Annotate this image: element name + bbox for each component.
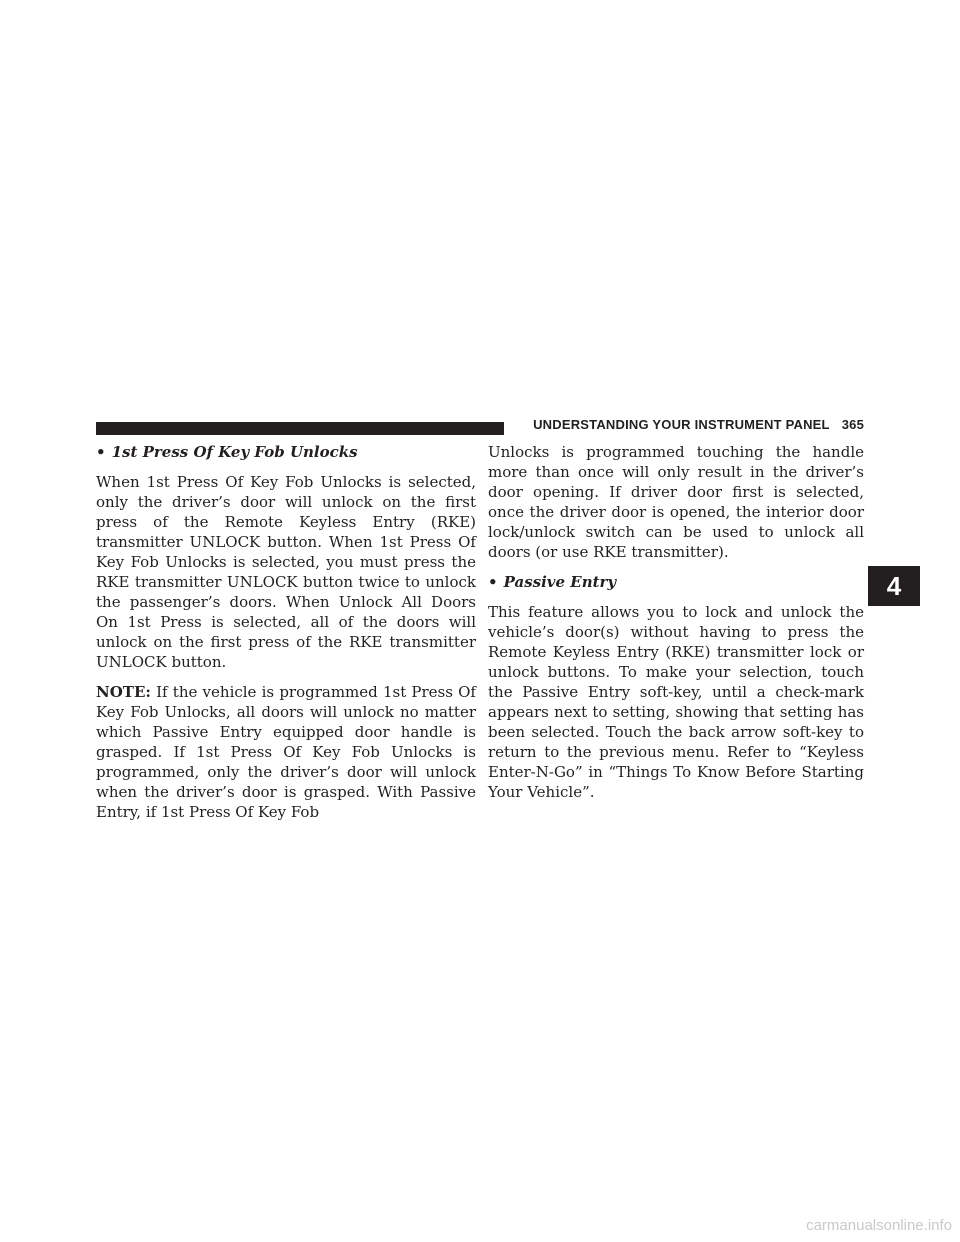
right-column (488, 442, 864, 802)
bullet-heading-text: 1st Press Of Key Fob Unlocks (111, 443, 358, 461)
bullet-heading-passive-entry (488, 572, 864, 592)
left-column (96, 442, 476, 822)
header-rule (96, 422, 504, 435)
note-label: NOTE: (96, 683, 151, 701)
bullet-icon: • (96, 443, 106, 461)
page-number: 365 (841, 417, 864, 432)
bullet-icon: • (488, 573, 498, 591)
continued-paragraph: Unlocks is programmed touching the handle more than once will only result in the driver’s door opening. If driver door first is selected, once the driver door is opened, the interior door lock/unlock switch can be used to unlock all doors (or use RKE transmitter). (488, 443, 864, 561)
watermark-text: carmanualsonline.info (806, 1217, 952, 1234)
note-paragraph (96, 682, 476, 822)
bullet-heading-text: Passive Entry (503, 573, 617, 591)
chapter-tab: 4 (868, 566, 920, 606)
section-title: UNDERSTANDING YOUR INSTRUMENT PANEL (533, 417, 830, 432)
key-fob-paragraph: When 1st Press Of Key Fob Unlocks is selected, only the driver’s door will unlock on the first press of the Remote Keyless Entry (RKE) transmitter UNLOCK button. When 1st Press Of Key Fob Unlocks is selected, you must press the RKE transmitter UNLOCK button twice to unlock the passenger’s doors. When Unlock All Doors On 1st Press is selected, all of the doors will unlock on the first press of the RKE transmitter UNLOCK button. (96, 473, 476, 671)
passive-entry-paragraph: This feature allows you to lock and unlock the vehicle’s door(s) without having to press the Remote Keyless Entry (RKE) transmitter lock or unlock buttons. To make your selection, touch the Passive Entry soft-key, until a check-mark appears next to setting, showing that setting has been selected. Touch the back arrow soft-key to return to the previous menu. Refer to “Keyless Enter-N-Go” in “Things To Know Before Starting Your Vehicle”. (488, 603, 864, 801)
bullet-heading-key-fob (96, 442, 476, 462)
running-header (514, 417, 864, 432)
note-text: If the vehicle is programmed 1st Press Of Key Fob Unlocks, all doors will unlock no matter which Passive Entry equipped door handle is grasped. If 1st Press Of Key Fob Unlocks is programmed, only the driver’s door will unlock when the driver’s door is grasped. With Passive Entry, if 1st Press Of Key Fob (96, 683, 476, 821)
